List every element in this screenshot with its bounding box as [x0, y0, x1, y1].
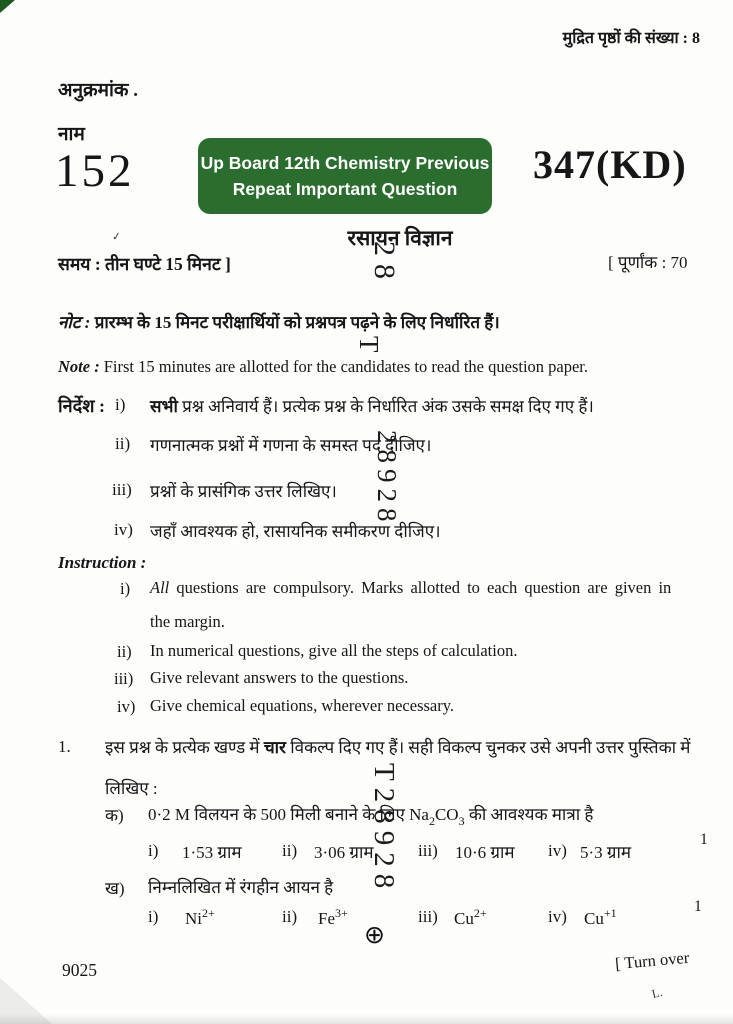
- full-marks: [ पूर्णांक : 70: [608, 253, 688, 272]
- direction-item-text: [150, 394, 594, 417]
- direction-item-rest: प्रश्न अनिवार्य हैं। प्रत्येक प्रश्न के निर्धारित अंक उसके समक्ष दिए गए हैं।: [182, 397, 594, 416]
- ion-charge: 3+: [335, 906, 348, 920]
- time-allowed: समय : तीन घण्टे 15 मिनट ]: [58, 254, 231, 274]
- option-number: iv): [548, 841, 567, 860]
- option-number: ii): [282, 841, 298, 860]
- part-ka-stem-pre: 0·2 M विलयन के 500 मिली बनाने के लिए: [148, 805, 405, 824]
- direction-item-number: ii): [115, 434, 131, 453]
- note-hindi: [58, 310, 500, 333]
- instruction-item-number: iv): [117, 697, 136, 716]
- question-stem-line1: [105, 735, 690, 758]
- check-mark-icon: ✓: [111, 230, 123, 244]
- stray-pen-mark: L.: [650, 984, 664, 1002]
- ion-symbol: Fe: [318, 909, 335, 928]
- instruction-item-lead: All: [150, 578, 170, 597]
- question-stem-pre: इस प्रश्न के प्रत्येक खण्ड में: [105, 738, 260, 757]
- option-number: i): [148, 907, 159, 926]
- question-stem-bold: चार: [263, 738, 287, 757]
- part-ka-stem-post: की आवश्यक मात्रा है: [468, 805, 594, 824]
- direction-item-text: गणनात्मक प्रश्नों में गणना के समस्त पद दीजिए।: [150, 436, 432, 455]
- page-bottom-edge: [0, 1014, 733, 1024]
- option-number: iv): [548, 907, 567, 926]
- ion-charge: +1: [603, 906, 617, 920]
- option-text: 1·53 ग्राम: [182, 843, 242, 862]
- ion-symbol: Cu: [584, 909, 604, 928]
- question-number: 1.: [58, 737, 71, 756]
- direction-item-text: जहाँ आवश्यक हो, रासायनिक समीकरण दीजिए।: [150, 522, 441, 541]
- formula-subscript: 2: [428, 814, 435, 828]
- direction-item-lead: सभी: [150, 397, 178, 416]
- direction-item-number: iv): [114, 520, 133, 539]
- option-text: 3·06 ग्राम: [314, 843, 374, 862]
- note-english-label: Note :: [58, 357, 100, 376]
- formula-part: Na: [409, 805, 429, 824]
- name-label: नाम: [58, 124, 85, 145]
- option-ion: [185, 906, 215, 929]
- ion-charge: 2+: [473, 906, 487, 920]
- ion-symbol: Cu: [454, 909, 474, 928]
- option-text: 5·3 ग्राम: [580, 843, 632, 862]
- directions-hindi-label: निर्देश :: [58, 396, 105, 416]
- registration-cross-icon: ⊕: [364, 922, 385, 949]
- note-hindi-text: प्रारम्भ के 15 मिनट परीक्षार्थियों को प्रश्नपत्र पढ़ने के लिए निर्धारित हैं।: [94, 313, 500, 332]
- center-code: 152: [55, 145, 135, 197]
- direction-item-text: प्रश्नों के प्रासंगिक उत्तर लिखिए।: [150, 482, 337, 501]
- chemical-formula-na2co3: [409, 805, 465, 828]
- note-english-text: First 15 minutes are allotted for the candidates to read the question paper.: [103, 357, 589, 376]
- banner-line2: Repeat Important Question: [232, 179, 458, 199]
- option-number: i): [148, 841, 159, 860]
- formula-part: CO: [434, 805, 459, 824]
- instruction-item-number: i): [120, 579, 131, 598]
- part-kha-stem: निम्नलिखित में रंगहीन आयन है: [148, 878, 334, 897]
- subject-title: रसायन विज्ञान: [347, 226, 453, 250]
- instruction-item-text: In numerical questions, give all the steps of calculation.: [150, 641, 518, 660]
- option-ion: [584, 906, 617, 929]
- part-ka-label: क): [105, 806, 124, 825]
- note-english: [58, 357, 588, 377]
- option-text: 10·6 ग्राम: [455, 843, 515, 862]
- option-ion: [454, 906, 487, 929]
- direction-item-number: iii): [112, 480, 132, 499]
- part-kha-label: ख): [105, 879, 125, 898]
- instruction-item-line1: questions are compulsory. Marks allotted to each question are given in: [176, 578, 672, 597]
- formula-subscript: 3: [458, 814, 465, 828]
- roll-number-label: अनुक्रमांक .: [58, 80, 139, 101]
- instructions-english-label: Instruction :: [58, 553, 147, 572]
- watermark-stamp-question: T28928: [368, 763, 400, 896]
- direction-item-number: i): [115, 395, 126, 414]
- option-number: ii): [282, 907, 298, 926]
- instruction-item-number: ii): [117, 642, 132, 661]
- watermark-stamp-note: T: [354, 336, 384, 353]
- instruction-item-text: [150, 578, 671, 598]
- turn-over-note: [ Turn over: [614, 947, 690, 974]
- highlight-banner: [198, 138, 492, 214]
- option-ion: [318, 906, 348, 929]
- paper-code: 347(KD): [533, 142, 687, 187]
- question-stem-line2: लिखिए :: [105, 779, 158, 798]
- option-number: iii): [418, 907, 438, 926]
- printed-pages-note: मुद्रित पृष्ठों की संख्या : 8: [562, 30, 700, 47]
- option-number: iii): [418, 841, 438, 860]
- watermark-stamp-title: 28: [368, 241, 401, 287]
- question-stem-post: विकल्प दिए गए हैं। सही विकल्प चुनकर उसे अपनी उत्तर पुस्तिका में: [290, 738, 691, 757]
- marks-value: 1: [700, 831, 708, 848]
- ion-charge: 2+: [202, 906, 215, 920]
- ion-symbol: Ni: [185, 909, 202, 928]
- page-corner-scan-artifact: [0, 0, 15, 13]
- instruction-item-line2: the margin.: [150, 612, 225, 631]
- instruction-item-text: Give chemical equations, wherever necessary.: [150, 696, 455, 715]
- instruction-item-text: Give relevant answers to the questions.: [150, 668, 409, 687]
- footer-series-code: 9025: [62, 960, 97, 980]
- banner-line1: Up Board 12th Chemistry Previous: [200, 152, 490, 173]
- watermark-stamp-middle: 28928: [372, 430, 402, 528]
- instruction-item-number: iii): [114, 669, 134, 688]
- marks-value: 1: [694, 898, 702, 915]
- note-hindi-label: नोट :: [58, 313, 91, 332]
